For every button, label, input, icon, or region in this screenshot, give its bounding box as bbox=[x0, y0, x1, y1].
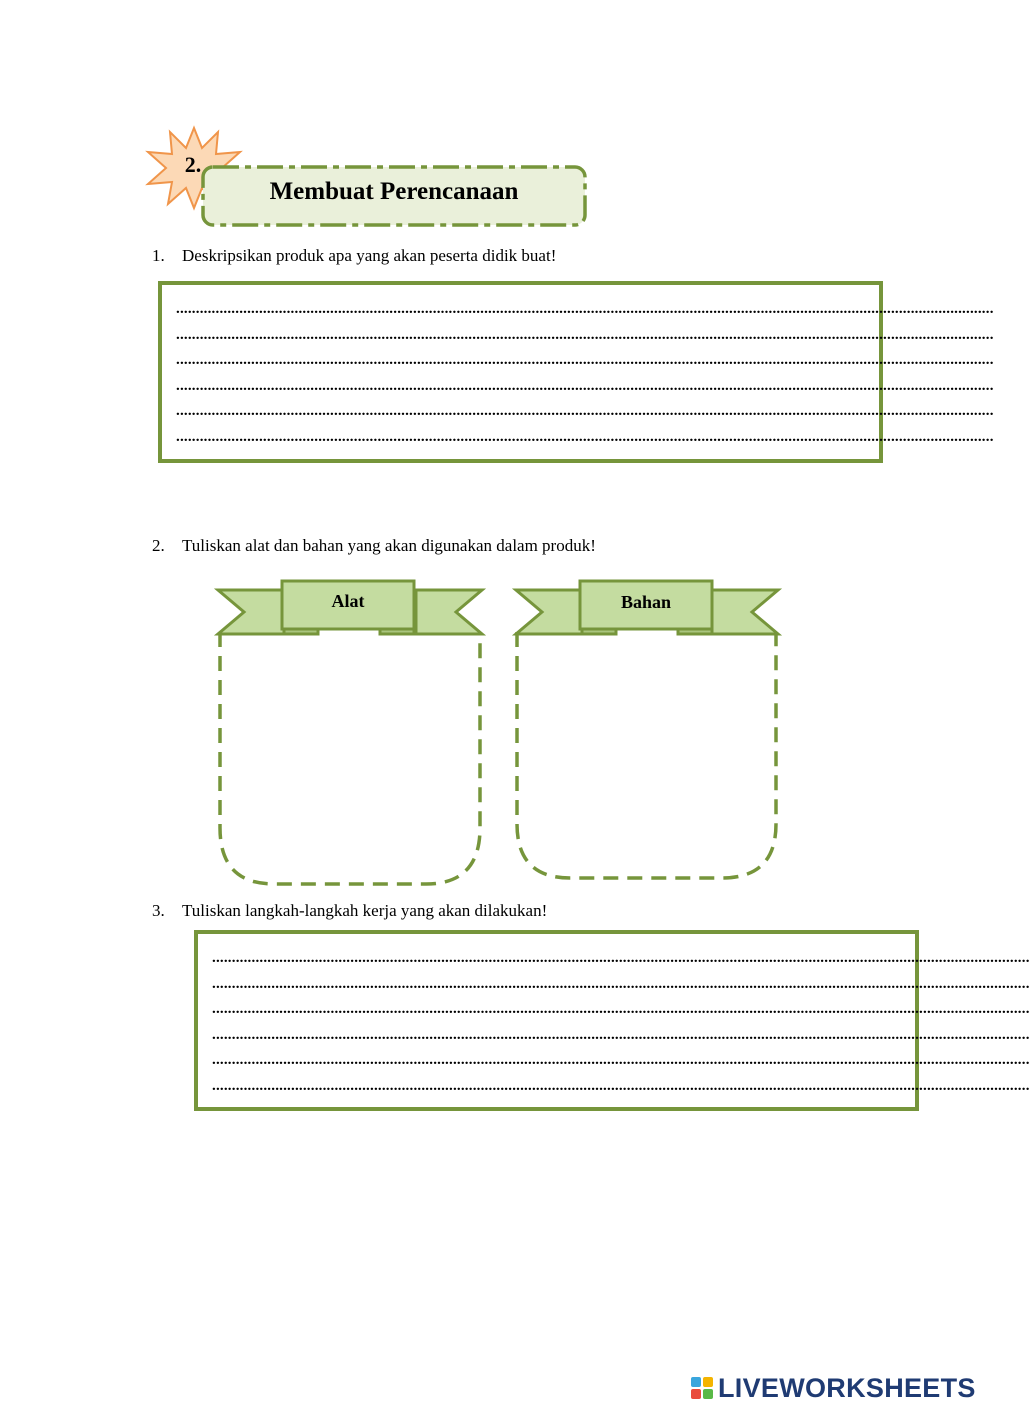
answer-line: ............................................................................................................................................................................................................... bbox=[212, 975, 1030, 992]
logo-text: LIVEWORKSHEETS bbox=[718, 1372, 976, 1403]
section-number: 2. bbox=[184, 152, 202, 177]
answer-line: ............................................................................................................................................................................................................... bbox=[176, 403, 994, 420]
question-number: 1. bbox=[152, 246, 165, 265]
question-number: 3. bbox=[152, 901, 165, 920]
answer-box-steps[interactable] bbox=[194, 930, 1030, 1111]
answer-line: ............................................................................................................................................................................................................... bbox=[176, 352, 994, 369]
answer-box-description[interactable] bbox=[158, 281, 994, 463]
answer-line: ............................................................................................................................................................................................................... bbox=[212, 1077, 1030, 1094]
alat-container[interactable] bbox=[214, 578, 486, 890]
liveworksheets-logo bbox=[690, 1370, 976, 1406]
question-text: Tuliskan langkah-langkah kerja yang akan dilakukan! bbox=[182, 901, 548, 920]
bahan-label: Bahan bbox=[620, 592, 672, 612]
question-text: Tuliskan alat dan bahan yang akan digunakan dalam produk! bbox=[182, 536, 596, 555]
answer-line: ............................................................................................................................................................................................................... bbox=[176, 428, 994, 445]
question-3 bbox=[152, 901, 547, 921]
answer-line: ............................................................................................................................................................................................................... bbox=[212, 1052, 1030, 1069]
answer-line: ............................................................................................................................................................................................................... bbox=[176, 326, 994, 343]
question-2 bbox=[152, 536, 596, 556]
answer-line: ............................................................................................................................................................................................................... bbox=[176, 377, 994, 394]
alat-label: Alat bbox=[331, 591, 365, 611]
answer-line: ............................................................................................................................................................................................................... bbox=[212, 1001, 1030, 1018]
liveworksheets-logo-icon bbox=[690, 1376, 714, 1400]
question-number: 2. bbox=[152, 536, 165, 555]
answer-line: ............................................................................................................................................................................................................... bbox=[212, 1026, 1030, 1043]
bahan-container[interactable] bbox=[512, 578, 784, 884]
answer-line: ............................................................................................................................................................................................................... bbox=[212, 950, 1030, 966]
question-1 bbox=[152, 246, 556, 266]
page-title: Membuat Perencanaan bbox=[269, 178, 519, 205]
answer-line: ............................................................................................................................................................................................................... bbox=[176, 301, 994, 317]
question-text: Deskripsikan produk apa yang akan peserta didik buat! bbox=[182, 246, 557, 265]
